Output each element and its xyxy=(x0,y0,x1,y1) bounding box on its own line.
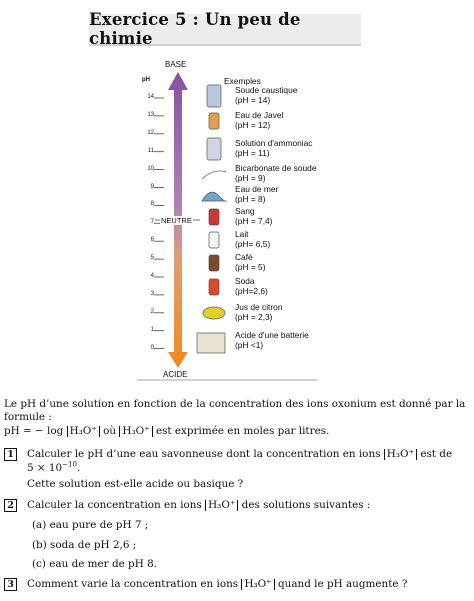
examples-heading: Exemples xyxy=(224,76,261,86)
intro-formula xyxy=(4,425,329,438)
species-bracket: H₃O⁺ xyxy=(241,579,274,590)
species-bracket: H₃O⁺ xyxy=(67,426,100,437)
soda-can-icon xyxy=(209,279,219,295)
example-item xyxy=(235,164,317,183)
ph-scale-value: 0 xyxy=(150,344,154,351)
ph-scale-value: 12 xyxy=(147,129,154,136)
ph-scale-value: 6 xyxy=(150,237,154,244)
battery-icon xyxy=(197,333,225,353)
seawater-icon xyxy=(202,192,226,201)
neutral-label: NEUTRE xyxy=(161,216,192,225)
ph-scale-value: 2 xyxy=(150,308,154,315)
question-3-line-1: Comment varie la concentration en ions H₃O⁺ quand le pH augmente ? xyxy=(27,578,408,590)
blood-vial-icon xyxy=(209,209,219,225)
species-bracket: H₃O⁺ xyxy=(384,449,417,460)
coffee-cup-icon xyxy=(209,255,219,271)
ph-scale-value: 13 xyxy=(147,111,154,118)
question-2-line-1: Calculer la concentration en ions H₃O⁺ des solutions suivantes : xyxy=(27,499,371,511)
example-ph: (pH = 12) xyxy=(235,119,271,130)
example-ph: (pH = 2,3) xyxy=(235,311,273,322)
example-item xyxy=(235,139,312,158)
question-1-line-1: Calculer le pH d’une eau savonneuse dont la concentration en ions H₃O⁺ est de xyxy=(27,448,453,460)
example-name: Eau de mer xyxy=(235,184,279,194)
example-name: Soda xyxy=(235,276,255,286)
example-ph: (pH = 8) xyxy=(235,193,266,204)
ammonia-bottle-icon xyxy=(207,138,221,160)
example-item xyxy=(235,331,309,350)
example-ph: (pH = 7,4) xyxy=(235,215,273,226)
question-2-item-b: (b) soda de pH 2,6 ; xyxy=(32,539,137,551)
example-name: Acide d'une batterie xyxy=(235,330,309,340)
example-ph: (pH= 6,5) xyxy=(235,238,271,249)
intro-line-2: formule : xyxy=(4,411,52,423)
ph-scale-value: 14 xyxy=(147,94,154,100)
base-label: BASE xyxy=(165,60,187,69)
question-2-number: 2 xyxy=(4,499,17,512)
example-name: Solution d'ammoniac xyxy=(235,138,313,148)
question-1-number: 1 xyxy=(4,448,17,461)
example-name: Sang xyxy=(235,206,255,216)
baking-soda-icon xyxy=(202,171,226,179)
example-item xyxy=(235,207,272,226)
formula-suffix: est exprimée en moles par litres. xyxy=(155,425,330,437)
example-item xyxy=(235,277,268,296)
example-name: Eau de Javel xyxy=(235,110,284,120)
example-ph: (pH = 9) xyxy=(235,172,266,183)
milk-glass-icon xyxy=(209,232,219,248)
species-bracket: H₃O⁺ xyxy=(119,426,152,437)
example-name: Lait xyxy=(235,229,249,239)
ph-scale-value: 11 xyxy=(147,147,154,154)
example-ph: (pH = 11) xyxy=(235,147,270,158)
question-2-item-c: (c) eau de mer de pH 8. xyxy=(32,558,157,570)
ph-scale-value: 3 xyxy=(150,290,154,297)
example-ph: (pH = 14) xyxy=(235,94,271,105)
example-name: Café xyxy=(235,252,253,262)
question-1-line-2: $5 \times 10^{-10}$. xyxy=(27,460,81,474)
lemon-icon xyxy=(203,307,225,319)
example-item xyxy=(235,185,278,204)
example-ph: (pH = 5) xyxy=(235,261,266,272)
example-ph: (pH <1) xyxy=(235,339,264,350)
ph-scale-value: 5 xyxy=(150,255,154,262)
example-item xyxy=(235,303,282,322)
example-item xyxy=(235,86,297,105)
ph-scale-value: 1 xyxy=(150,326,154,333)
ph-scale-value: 7 xyxy=(150,219,154,226)
question-3-number: 3 xyxy=(4,578,17,591)
example-name: Bicarbonate de soude xyxy=(235,163,317,173)
example-item xyxy=(235,111,283,130)
example-name: Soude caustique xyxy=(235,85,298,95)
formula-mid: où xyxy=(103,425,117,437)
example-item xyxy=(235,230,270,249)
exercise-title: Exercice 5 : Un peu de chimie xyxy=(89,14,361,46)
bleach-icon xyxy=(209,113,219,129)
question-2-item-a: (a) eau pure de pH 7 ; xyxy=(32,519,149,531)
question-1-line-3: Cette solution est-elle acide ou basique ? xyxy=(27,478,244,490)
ph-scale-value: 4 xyxy=(150,273,154,279)
ph-scale-value: 9 xyxy=(150,183,154,190)
species-bracket: H₃O⁺ xyxy=(205,500,238,511)
caustic-soda-icon xyxy=(207,85,221,107)
acid-label: ACIDE xyxy=(163,370,188,379)
formula-prefix: pH = − log xyxy=(4,425,64,437)
example-item xyxy=(235,253,266,272)
example-name: Jus de citron xyxy=(235,302,283,312)
intro-line-1: Le pH d’une solution en fonction de la concentration des ions oxonium est donné par la xyxy=(4,398,466,410)
ph-scale-value: 8 xyxy=(150,201,154,208)
example-ph: (pH=2,6) xyxy=(235,285,268,296)
ph-axis-label: pH xyxy=(142,77,150,83)
ph-scale-value: 10 xyxy=(147,165,154,172)
